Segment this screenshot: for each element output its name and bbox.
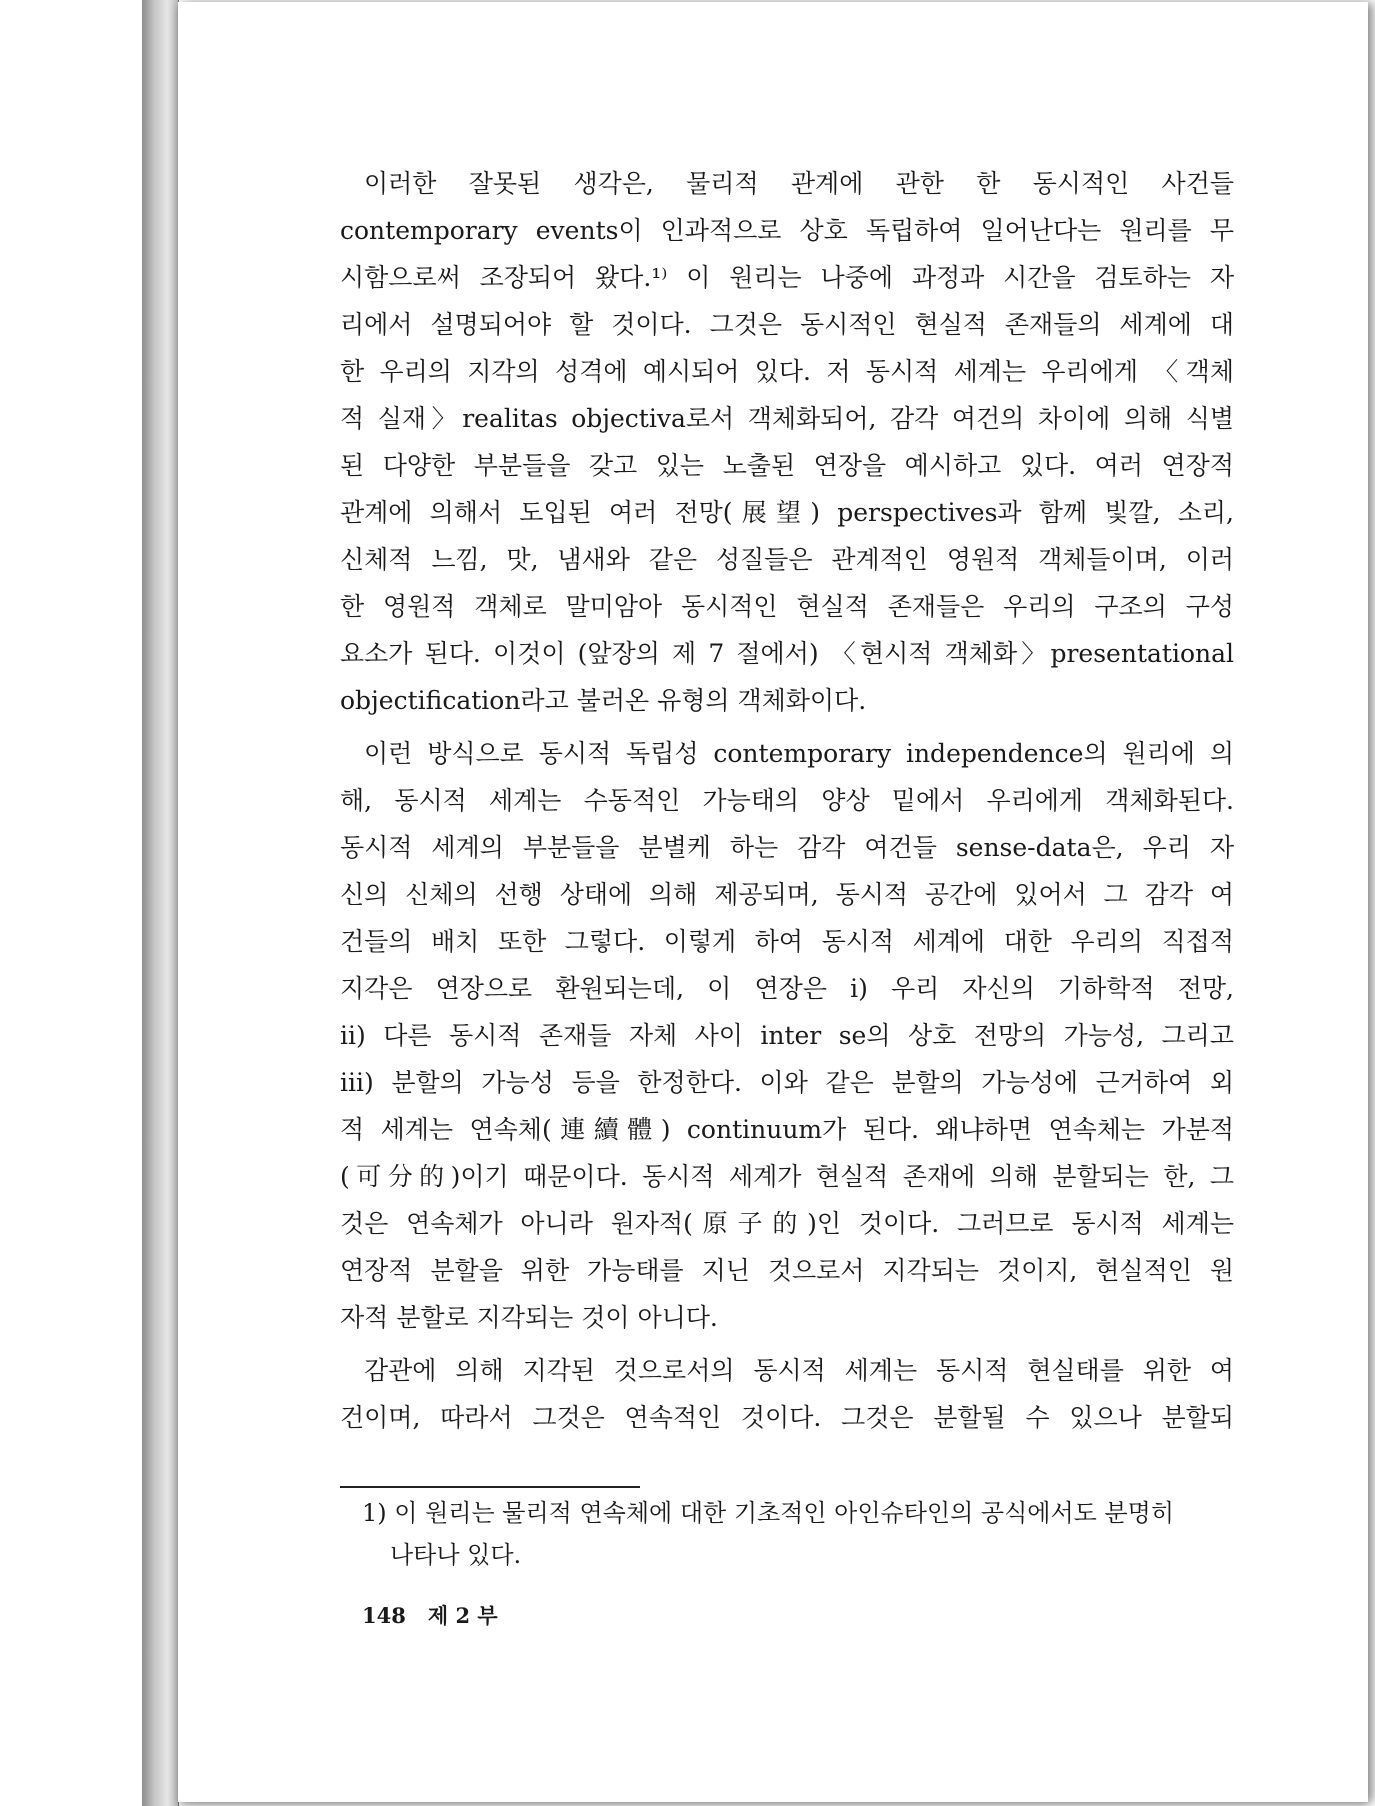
text-line: contemporary events이 인과적으로 상호 독립하여 일어난다는 원리를 무 [340, 216, 1234, 245]
body-text [340, 160, 1234, 1441]
text-line: 한 우리의 지각의 성격에 예시되어 있다. 저 동시적 세계는 우리에게 〈객체 [340, 357, 1234, 386]
text-line: objectification라고 불러온 유형의 객체화이다. [340, 686, 867, 715]
text-line: 이런 방식으로 동시적 독립성 contemporary independence의 원리에 의 [364, 739, 1234, 768]
part-label: 제 2 부 [427, 1603, 498, 1628]
text-line: 것은 연속체가 아니라 원자적(原子的)인 것이다. 그러므로 동시적 세계는 [340, 1209, 1234, 1238]
footnote-rule [340, 1486, 640, 1488]
page-number: 148 [362, 1603, 406, 1628]
book-spine [142, 0, 179, 1806]
text-line: 적 실재〉realitas objectiva로서 객체화되어, 감각 여건의 차이에 의해 식별 [340, 404, 1234, 433]
text-line: 된 다양한 부분들을 갖고 있는 노출된 연장을 예시하고 있다. 여러 연장적 [340, 451, 1234, 480]
text-line: iii) 분할의 가능성 등을 한정한다. 이와 같은 분할의 가능성에 근거하여 외 [340, 1068, 1234, 1097]
text-line: 신의 신체의 선행 상태에 의해 제공되며, 동시적 공간에 있어서 그 감각 여 [340, 880, 1234, 909]
footnote-text: 나타나 있다. [390, 1541, 522, 1569]
paragraph [340, 1347, 1234, 1441]
footnote-line [362, 1492, 1234, 1534]
footnote-line [362, 1534, 1234, 1576]
text-line: 자적 분할로 지각되는 것이 아니다. [340, 1303, 718, 1332]
text-line: 시함으로써 조장되어 왔다.¹⁾ 이 원리는 나중에 과정과 시간을 검토하는 자 [340, 263, 1234, 292]
text-line: 관계에 의해서 도입된 여러 전망(展望) perspectives과 함께 빛깔, 소리, [340, 498, 1234, 527]
text-line: 한 영원적 객체로 말미암아 동시적인 현실적 존재들은 우리의 구조의 구성 [340, 592, 1234, 621]
text-line: 요소가 된다. 이것이 (앞장의 제 7 절에서) 〈현시적 객체화〉presentational [340, 639, 1234, 668]
text-line: 동시적 세계의 부분들을 분별케 하는 감각 여건들 sense-data은, 우리 자 [340, 833, 1234, 862]
text-line: 적 세계는 연속체(連續體) continuum가 된다. 왜냐하면 연속체는 가분적 [340, 1115, 1234, 1144]
text-line: 건이며, 따라서 그것은 연속적인 것이다. 그것은 분할될 수 있으나 분할되 [340, 1403, 1234, 1432]
page-folio [362, 1600, 520, 1630]
text-line: (可分的)이기 때문이다. 동시적 세계가 현실적 존재에 의해 분할되는 한, 그 [340, 1162, 1234, 1191]
text-line: 리에서 설명되어야 할 것이다. 그것은 동시적인 현실적 존재들의 세계에 대 [340, 310, 1234, 339]
text-line: 신체적 느낌, 맛, 냄새와 같은 성질들은 관계적인 영원적 객체들이며, 이러 [340, 545, 1234, 574]
footnote [362, 1492, 1234, 1576]
text-line: 이러한 잘못된 생각은, 물리적 관계에 관한 한 동시적인 사건들 [364, 169, 1234, 198]
footnote-text: 이 원리는 물리적 연속체에 대한 기초적인 아인슈타인의 공식에서도 분명히 [394, 1499, 1175, 1527]
paragraph [340, 160, 1234, 724]
text-line: 연장적 분할을 위한 가능태를 지닌 것으로서 지각되는 것이지, 현실적인 원 [340, 1256, 1234, 1285]
text-line: 감관에 의해 지각된 것으로서의 동시적 세계는 동시적 현실태를 위한 여 [364, 1356, 1234, 1385]
text-line: ii) 다른 동시적 존재들 자체 사이 inter se의 상호 전망의 가능성, 그리고 [340, 1021, 1234, 1050]
book-page [178, 2, 1368, 1802]
text-line: 해, 동시적 세계는 수동적인 가능태의 양상 밑에서 우리에게 객체화된다. [340, 786, 1234, 815]
footnote-marker: 1) [362, 1499, 387, 1527]
text-line: 건들의 배치 또한 그렇다. 이렇게 하여 동시적 세계에 대한 우리의 직접적 [340, 927, 1234, 956]
text-line: 지각은 연장으로 환원되는데, 이 연장은 i) 우리 자신의 기하학적 전망, [340, 974, 1234, 1003]
paragraph [340, 730, 1234, 1341]
